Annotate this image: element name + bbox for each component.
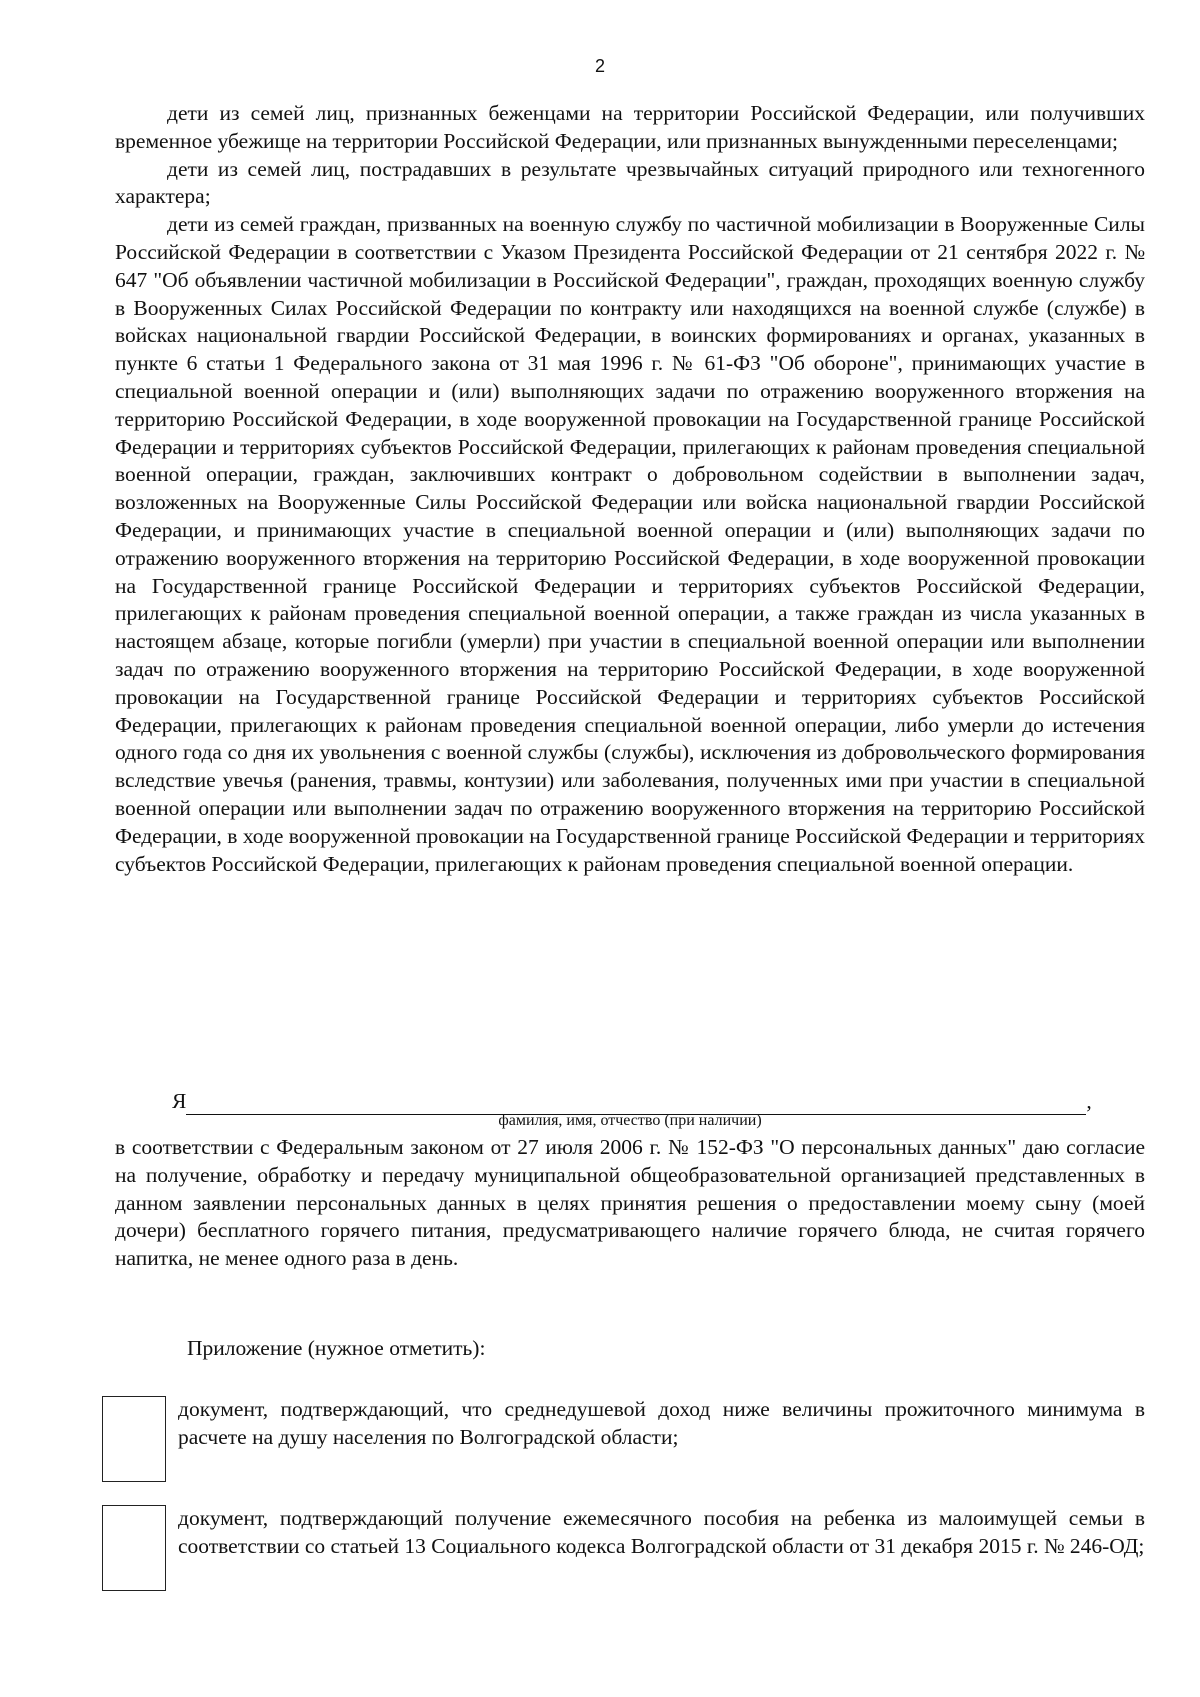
attachments-heading: Приложение (нужное отметить): [187,1336,486,1360]
signature-row [172,1088,1112,1115]
attachment-text: документ, подтверждающий получение ежемесячного пособия на ребенка из малоимущей семьи в соответствии со статьей 13 Социального кодекса Волгоградской области от 31 декабря 2015 г. № 246-ОД; [178,1506,1145,1558]
paragraph-refugees: дети из семей лиц, признанных беженцами на территории Российской Федерации, или получивших временное убежище на территории Российской Федерации, или признанных вынужденными переселенцами; [115,101,1145,153]
attachment-checkbox[interactable] [102,1396,166,1482]
page-number: 2 [594,56,605,76]
paragraph-emergencies: дети из семей лиц, пострадавших в результате чрезвычайных ситуаций природного или техногенного характера; [115,156,1145,209]
eligibility-list [115,100,1145,878]
signature-prefix: Я [172,1089,187,1113]
attachment-text: документ, подтверждающий, что среднедушевой доход ниже величины прожиточного минимума в расчете на душу населения по Волгоградской области; [178,1397,1145,1449]
signature-suffix: , [1086,1089,1092,1113]
attachment-checkbox[interactable] [102,1505,166,1591]
full-name-caption: фамилия, имя, отчество (при наличии) [498,1112,762,1129]
paragraph-mobilization: дети из семей граждан, призванных на военную службу по частичной мобилизации в Вооруженные Силы Российской Федерации в соответствии с Указом Президента Российской Федерации от 21 сентября 2022 г. № 647 "Об объявлении частичной мобилизации в Российской Федерации", граждан, проходящих военную службу в Вооруженных Силах Российской Федерации по контракту или находящихся на военной службе (службе) в войсках национальной гвардии Российской Федерации, в воинских формированиях и органах, указанных в пункте 6 статьи 1 Федерального закона от 31 мая 1996 г. № 61-ФЗ "Об обороне", принимающих участие в специальной военной операции и (или) выполняющих задачи по отражению вооруженного вторжения на территорию Российской Федерации, в ходе вооруженной провокации на Государственной границе Российской Федерации и территориях субъектов Российской Федерации, прилегающих к районам проведения специальной военной операции, граждан, заключивших контракт о добровольном содействии в выполнении задач, возложенных на Вооруженные Силы Российской Федерации или войска национальной гвардии Российской Федерации, и принимающих участие в специальной военной операции и (или) выполняющих задачи по отражению вооруженного вторжения на территорию Российской Федерации, в ходе вооруженной провокации на Государственной границе Российской Федерации и территориях субъектов Российской Федерации, прилегающих к районам проведения специальной военной операции, а также граждан из числа указанных в настоящем абзаце, которые погибли (умерли) при участии в специальной военной операции или выполнении задач по отражению вооруженного вторжения на территорию Российской Федерации, в ходе вооруженной провокации на Государственной границе Российской Федерации и территориях субъектов Российской Федерации, прилегающих к районам проведения специальной военной операции, либо умерли до истечения одного года со дня их увольнения с военной службы (службы), исключения из добровольческого формирования вследствие увечья (ранения, травмы, контузии) или заболевания, полученных ими при участии в специальной военной операции или выполнении задач по отражению вооруженного вторжения на территорию Российской Федерации, в ходе вооруженной провокации на Государственной границе Российской Федерации и территориях субъектов Российской Федерации, прилегающих к районам проведения специальной военной операции. [115,212,1145,876]
consent-paragraph: в соответствии с Федеральным законом от 27 июля 2006 г. № 152-ФЗ "О персональных данных" даю согласие на получение, обработку и передачу муниципальной общеобразовательной организацией представленных в данном заявлении персональных данных в целях принятия решения о предоставлении моему сыну (моей дочери) бесплатного горячего питания, предусматривающего наличие горячего блюда, не считая горячего напитка, не менее одного раза в день. [115,1135,1145,1271]
